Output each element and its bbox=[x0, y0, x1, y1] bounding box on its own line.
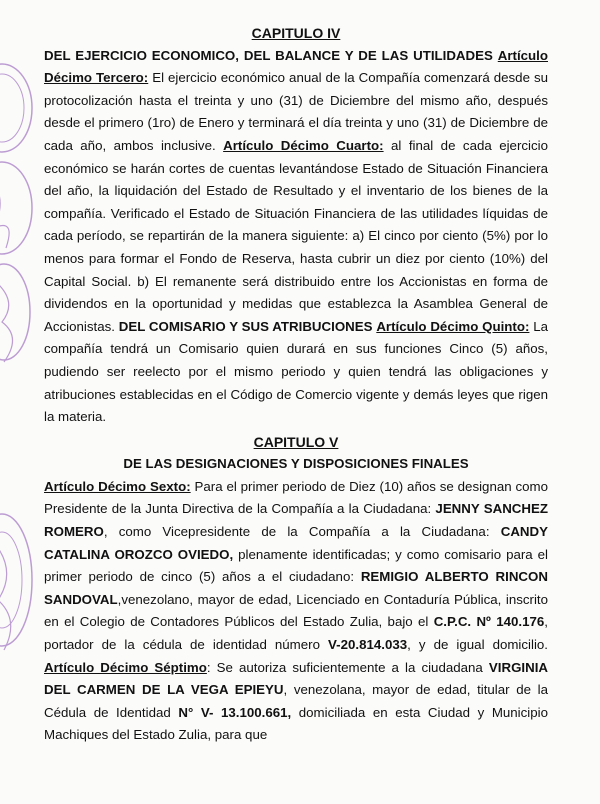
left-stamp-top bbox=[0, 58, 40, 258]
chapter-4-paragraph bbox=[44, 45, 548, 429]
article-14-text: al final de cada ejercicio económico se harán cortes de cuentas levantándose Estado de Situación Financiera del año, la liquidación del Estado de Resultado y el inventario de los bienes de la compañía. Verificado el Estado de Situación Financiera de las utilidades líquidas de cada período, se repartirán de la manera siguiente: a) El cinco por ciento (5%) por lo menos para formar el Fondo de Reserva, hasta cubrir un diez por ciento (10%) del Capital Social. b) El remanente será distribuido entre los Accionistas en forma de dividendos en la oportunidad y medidas que establezca la Asamblea General de Accionistas. bbox=[44, 137, 548, 334]
article-16-label: Artículo Décimo Sexto: bbox=[44, 478, 191, 494]
authorized-person-id: N° V- 13.100.661, bbox=[178, 704, 292, 720]
article-16-text-e: , portador de la cédula de identidad número bbox=[44, 614, 548, 653]
chapter-5-title: CAPITULO V bbox=[253, 433, 339, 450]
article-15-label: Artículo Décimo Quinto: bbox=[376, 318, 530, 334]
article-16-text-c: plenamente identificadas; y como comisario para el primer periodo de cinco (5) años a el ciudadano: bbox=[44, 546, 548, 585]
president-name: JENNY SANCHEZ ROMERO bbox=[44, 501, 548, 540]
comisario-name: REMIGIO ALBERTO RINCON SANDOVAL bbox=[44, 569, 548, 607]
comisario-heading: DEL COMISARIO Y SUS ATRIBUCIONES bbox=[118, 318, 373, 334]
left-stamp-middle bbox=[0, 262, 36, 382]
authorized-person-name: VIRGINIA DEL CARMEN DE LA VEGA EPIEYU bbox=[44, 659, 549, 698]
left-stamp-bottom bbox=[0, 510, 38, 660]
article-16-text-b: , como Vicepresidente de la Compañía a la Ciudadana: bbox=[103, 524, 501, 540]
article-17-text-c: domiciliada en esta Ciudad y Municipio Machiques del Estado Zulia, para que bbox=[44, 704, 548, 743]
vicepresident-name: CANDY CATALINA OROZCO OVIEDO, bbox=[44, 524, 548, 562]
article-15-text: La compañía tendrá un Comisario quien durará en sus funciones Cinco (5) años, pudiendo ser reelecto por el mismo periodo y quien tendrá las obligaciones y atribuciones establecidas en el Código de Comercio vigente y demás leyes que rigen la materia. bbox=[44, 318, 548, 425]
article-16-text-f: , y de igual domicilio. bbox=[407, 637, 548, 653]
cpc-number: C.P.C. Nº 140.176 bbox=[433, 614, 545, 630]
document-body bbox=[44, 22, 548, 747]
article-17-text-b: , venezolana, mayor de edad, titular de la Cédula de Identidad bbox=[44, 682, 548, 720]
article-17-label: Artículo Décimo Séptimo bbox=[44, 659, 207, 675]
article-13-text: El ejercicio económico anual de la Compañía comenzará desde su protocolización hasta el treinta y uno (31) de Diciembre del mismo año, después desde el primero (1ro) de Enero y terminará el día treinta y uno (31) de Diciembre de cada año, ambos inclusive. bbox=[44, 70, 548, 153]
article-13-label: Artículo Décimo Tercero: bbox=[44, 47, 548, 86]
chapter-4-title: CAPITULO IV bbox=[251, 25, 341, 41]
comisario-id-number: V-20.814.033 bbox=[328, 637, 408, 653]
article-16-text-d: ,venezolano, mayor de edad, Licenciado en Contaduría Pública, inscrito en el Colegio de Contadores Públicos del Estado Zulia, bajo el bbox=[44, 591, 548, 630]
chapter-5-paragraph bbox=[44, 476, 548, 747]
article-16-text-a: Para el primer periodo de Diez (10) años se designan como Presidente de la Junta Directiva de la Compañía a la Ciudadana: bbox=[44, 478, 549, 517]
article-17-text-a: : Se autoriza suficientemente a la ciudadana bbox=[206, 659, 489, 675]
chapter-5-subtitle: DE LAS DESIGNACIONES Y DISPOSICIONES FINALES bbox=[123, 456, 469, 472]
article-14-label: Artículo Décimo Cuarto: bbox=[223, 137, 384, 153]
chapter-4-heading: DEL EJERCICIO ECONOMICO, DEL BALANCE Y DE LAS UTILIDADES bbox=[44, 47, 493, 63]
